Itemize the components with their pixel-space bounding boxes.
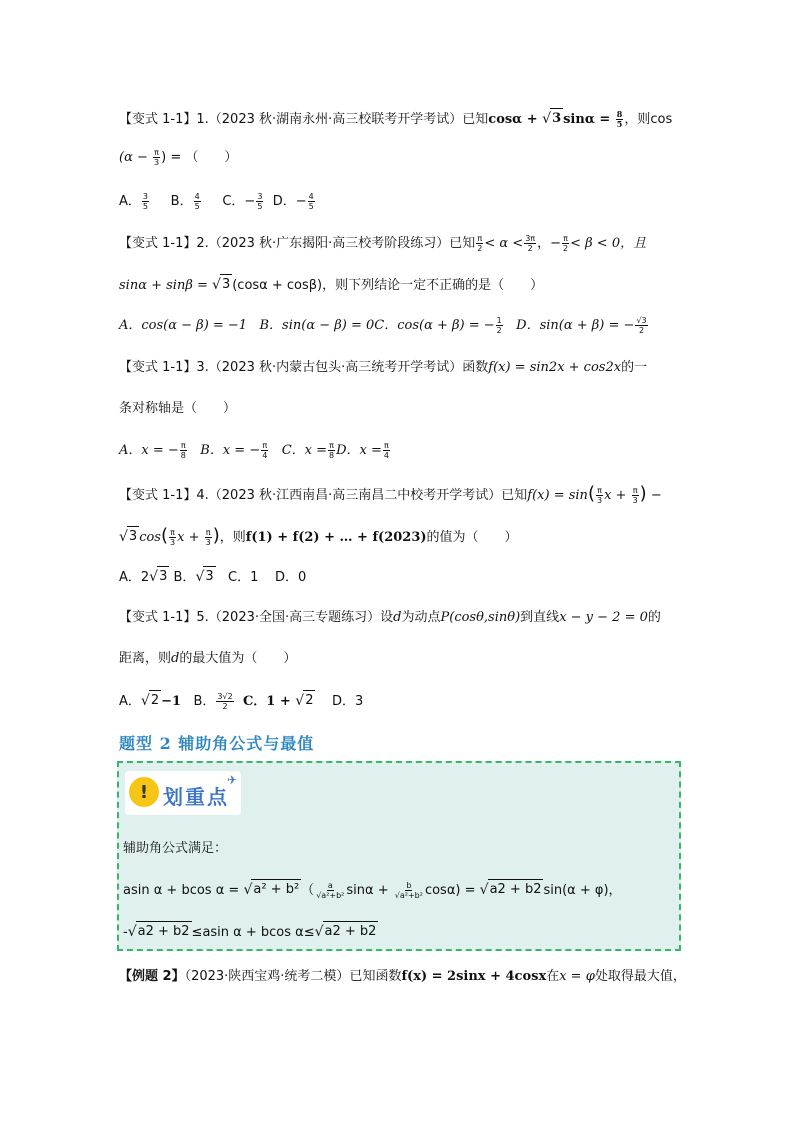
section-heading: 题型 2 辅助角公式与最值: [119, 734, 315, 753]
problem-1-line-1: 【变式 1-1】1.（2023 秋·湖南永州·高三校联考开学考试）已知cosα + √ 3 sinα = $\frac{8}{5}$ ，则cos: [119, 109, 673, 129]
keypoint-formula: asin α + bcos α = √ a² + b² （ $\frac{a}{\text{√a²+b²}}$ sinα + $\frac{b}{\text{√a²+b²}}$ cosα) = √ a2 + b2 sin(α + φ)，: [123, 881, 622, 900]
keypoint-box: [117, 761, 681, 951]
problem-2-choices: A．cos(α − β) = −1 B．sin(α − β) = 0C．cos(α + β) = − $\frac{1}{2}$ D．sin(α + β) = − $\frac{√3}{2}$: [119, 316, 647, 335]
problem-3-line-1: 【变式 1-1】3.（2023 秋·内蒙古包头·高三统考开学考试）函数f(x) = sin2x + cos2x的一: [119, 360, 648, 375]
problem-4-line-2: √ 3 cos( $\frac{\pi}{3}$ x + $\frac{\pi}{3}$ )，则f(1) + f(2) + … + f(2023)的值为（ ）: [119, 525, 518, 547]
problem-5-choices: A． √ 2 −1 B． $\frac{3√2}{2}$ C．1 + √ 2 D．3: [119, 692, 364, 711]
keypoint-intro: 辅助角公式满足：: [123, 841, 228, 856]
keypoint-badge: ! 划重点 ✈: [125, 771, 241, 815]
problem-4-line-1: 【变式 1-1】4.（2023 秋·江西南昌·高三南昌二中校考开学考试）已知f(x) = sin( $\frac{\pi}{3}$ x + $\frac{\pi}{3}$ ) −: [119, 483, 662, 505]
problem-tag: 【变式 1-1】: [119, 112, 197, 127]
paper-plane-icon: ✈: [226, 773, 237, 787]
problem-2-line-1: 【变式 1-1】2.（2023 秋·广东揭阳·高三校考阶段练习）已知 $\frac{\pi}{2}$ < α < $\frac{3\pi}{2}$ ，− $\frac{\pi}{2}$ < β < 0，且: [119, 234, 647, 253]
problem-3-line-2: 条对称轴是（ ）: [119, 401, 237, 416]
keypoint-range: - √ a2 + b2 ≤asin α + bcos α≤ √ a2 + b2: [123, 921, 378, 943]
problem-3-choices: A．x = − $\frac{\pi}{8}$ B．x = − $\frac{\pi}{4}$ C．x = $\frac{\pi}{8}$ D．x = $\frac{\pi}{4}$: [119, 441, 389, 460]
problem-4-choices: A．2 √ 3 B． √ 3 C．1 D．0: [119, 566, 306, 588]
problem-5-line-2: 距离，则d的最大值为（ ）: [119, 651, 297, 666]
problem-1-choices: A． $\frac{3}{5}$ B． $\frac{4}{5}$ C．− $\frac{3}{5}$ D．− $\frac{4}{5}$: [119, 192, 314, 211]
problem-source: （2023 秋·湖南永州·高三校联考开学考试）: [208, 112, 463, 127]
problem-1-line-2: (α − $\frac{\pi}{3}$ ) = （ ）: [119, 148, 238, 167]
example-2-line-1: 【例题 2】（2023·陕西宝鸡·统考二模）已知函数f(x) = 2sinx + 4cosx在x = φ处取得最大值，: [119, 969, 686, 984]
problem-2-line-2: sinα + sinβ = √ 3 (cosα + cosβ)，则下列结论一定不正确的是（ ）: [119, 274, 543, 296]
problem-5-line-1: 【变式 1-1】5.（2023·全国·高三专题练习）设d为动点P(cosθ,sinθ)到直线x − y − 2 = 0的: [119, 610, 661, 625]
lightbulb-icon: !: [129, 777, 159, 807]
